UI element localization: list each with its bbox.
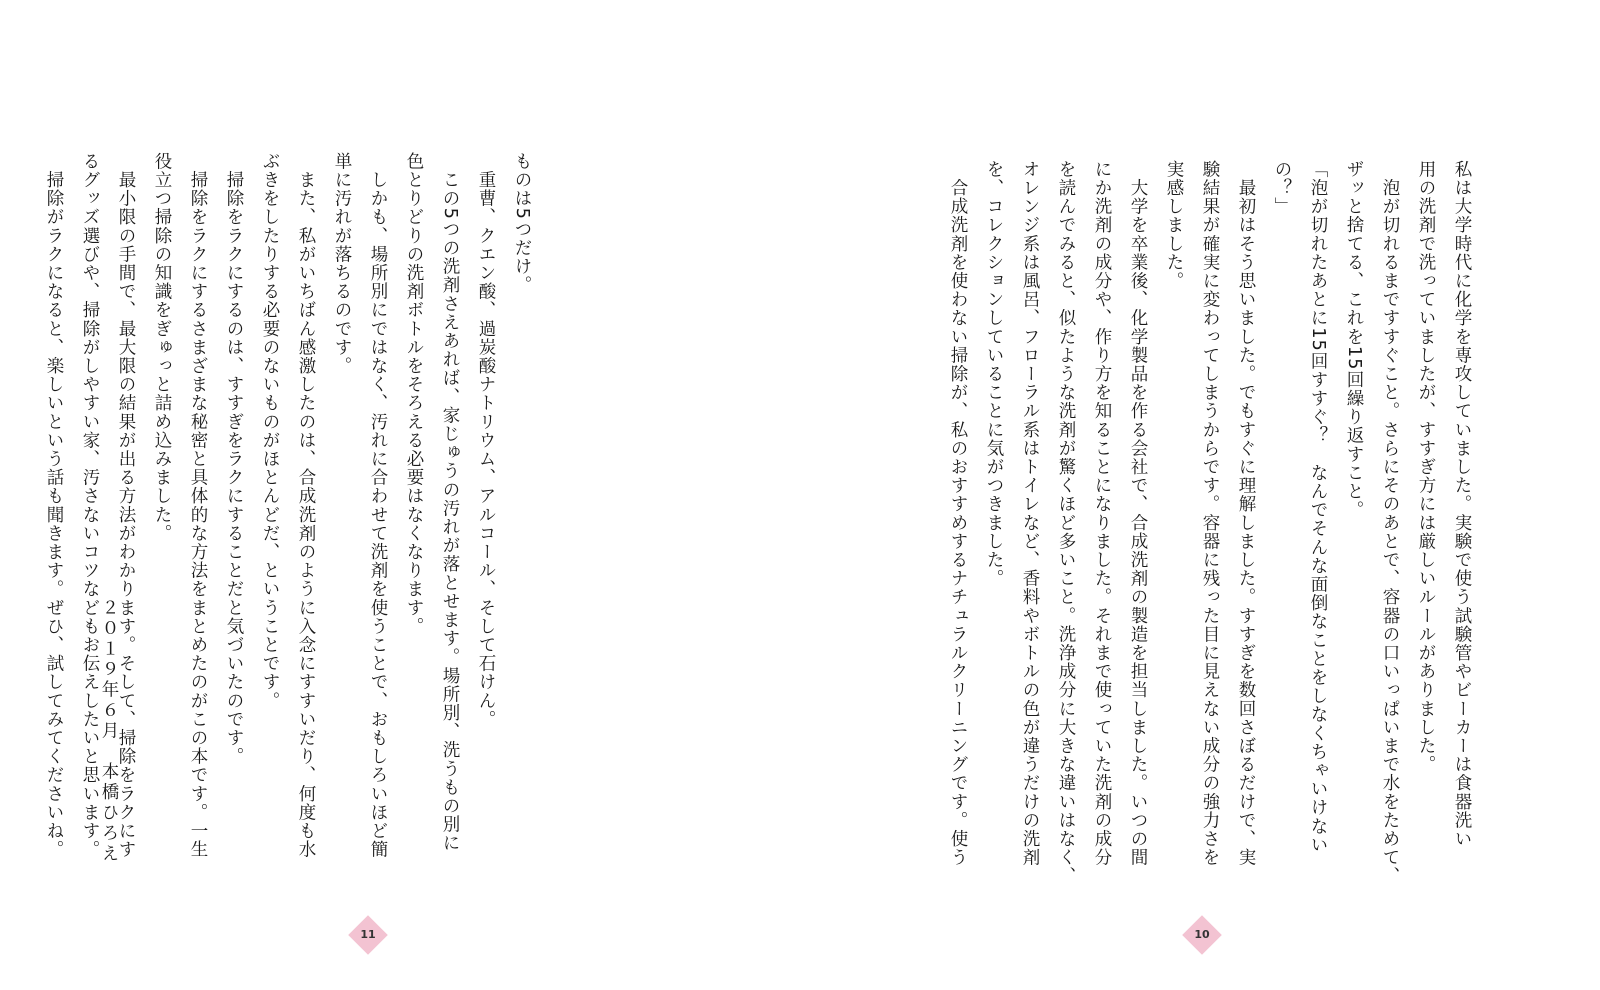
text-line: 験結果が確実に変わってしまうからです。容器に残った目に見えない成分の強力さを [1200, 160, 1220, 867]
page-number-label: 10 [1194, 928, 1210, 941]
text-line: 用の洗剤で洗っていましたが、すすぎ方には厳しいルールがありました。 [1416, 160, 1436, 774]
text-line: 合成洗剤を使わない掃除が、私のおすすめするナチュラルクリーニングです。使う [948, 160, 968, 867]
text-line: ザッと捨てる、これを15回繰り返すこと。 [1344, 160, 1364, 520]
text-line: 重曹、クエン酸、過炭酸ナトリウム、アルコール、そして石けん。 [476, 152, 496, 729]
text-line: を読んでみると、似たような洗剤が驚くほど多いこと。洗浄成分に大きな違いはなく、 [1056, 160, 1076, 886]
text-line: るグッズ選びや、掃除がしやすい家、汚さないコツなどもお伝えしたいと思います。 [80, 152, 100, 859]
page-number-10 [1182, 915, 1222, 955]
text-line: 実感しました。 [1164, 160, 1184, 291]
text-line: 役立つ掃除の知識をぎゅっと詰め込みました。 [152, 152, 172, 543]
text-line: 掃除をラクにするのは、すすぎをラクにすることだと気づいたのです。 [224, 152, 244, 766]
text-line: を、コレクションしていることに気がつきました。 [984, 160, 1004, 588]
text-line: 最小限の手間で、最大限の結果が出る方法がわかります。そして、掃除をラクにす [116, 152, 136, 859]
body-text-page-10 [940, 160, 1480, 886]
text-line: の？」 [1272, 160, 1292, 216]
text-line: にか洗剤の成分や、作り方を知ることになりました。それまで使っていた洗剤の成分 [1092, 160, 1112, 867]
page-10 [800, 0, 1600, 990]
text-line: 色とりどりの洗剤ボトルをそろえる必要はなくなります。 [404, 152, 424, 636]
text-line: 最初はそう思いました。でもすぐに理解しました。すすぎを数回さぼるだけで、実 [1236, 160, 1256, 867]
text-line: 「泡が切れたあとに15回すすぐ？ なんでそんな面倒なことをしなくちゃいけない [1308, 160, 1328, 855]
text-line: ものは5つだけ。 [512, 152, 532, 295]
text-line: 掃除がラクになると、楽しいという話も聞きます。ぜひ、試してみてくださいね。 [44, 152, 64, 859]
text-line: 掃除をラクにするさまざまな秘密と具体的な方法をまとめたのがこの本です。一生 [188, 152, 208, 859]
page-number-label: 11 [360, 928, 376, 941]
text-line: この5つの洗剤さえあれば、家じゅうの汚れが落とせます。場所別、洗うもの別に [440, 152, 460, 853]
date-and-author-signature: ２０１９年６月 本橋ひろえ [99, 598, 119, 865]
text-line: オレンジ系は風呂、フローラル系はトイレなど、香料やボトルの色が違うだけの洗剤 [1020, 160, 1040, 867]
text-line: ぶきをしたりする必要のないものがほとんどだ、ということです。 [260, 152, 280, 710]
text-line: 大学を卒業後、化学製品を作る会社で、合成洗剤の製造を担当しました。いつの間 [1128, 160, 1148, 867]
text-line: 私は大学時代に化学を専攻していました。実験で使う試験管やビーカーは食器洗い [1452, 160, 1472, 849]
page-number-11 [348, 915, 388, 955]
text-line: 単に汚れが落ちるのです。 [332, 152, 352, 376]
text-line: しかも、場所別にではなく、汚れに合わせて洗剤を使うことで、おもしろいほど簡 [368, 152, 388, 859]
text-line: また、私がいちばん感激したのは、合成洗剤のように入念にすすいだり、何度も水 [296, 152, 316, 859]
text-line: 泡が切れるまですすぐこと。さらにそのあとで、容器の口いっぱいまで水をためて、 [1380, 160, 1400, 886]
